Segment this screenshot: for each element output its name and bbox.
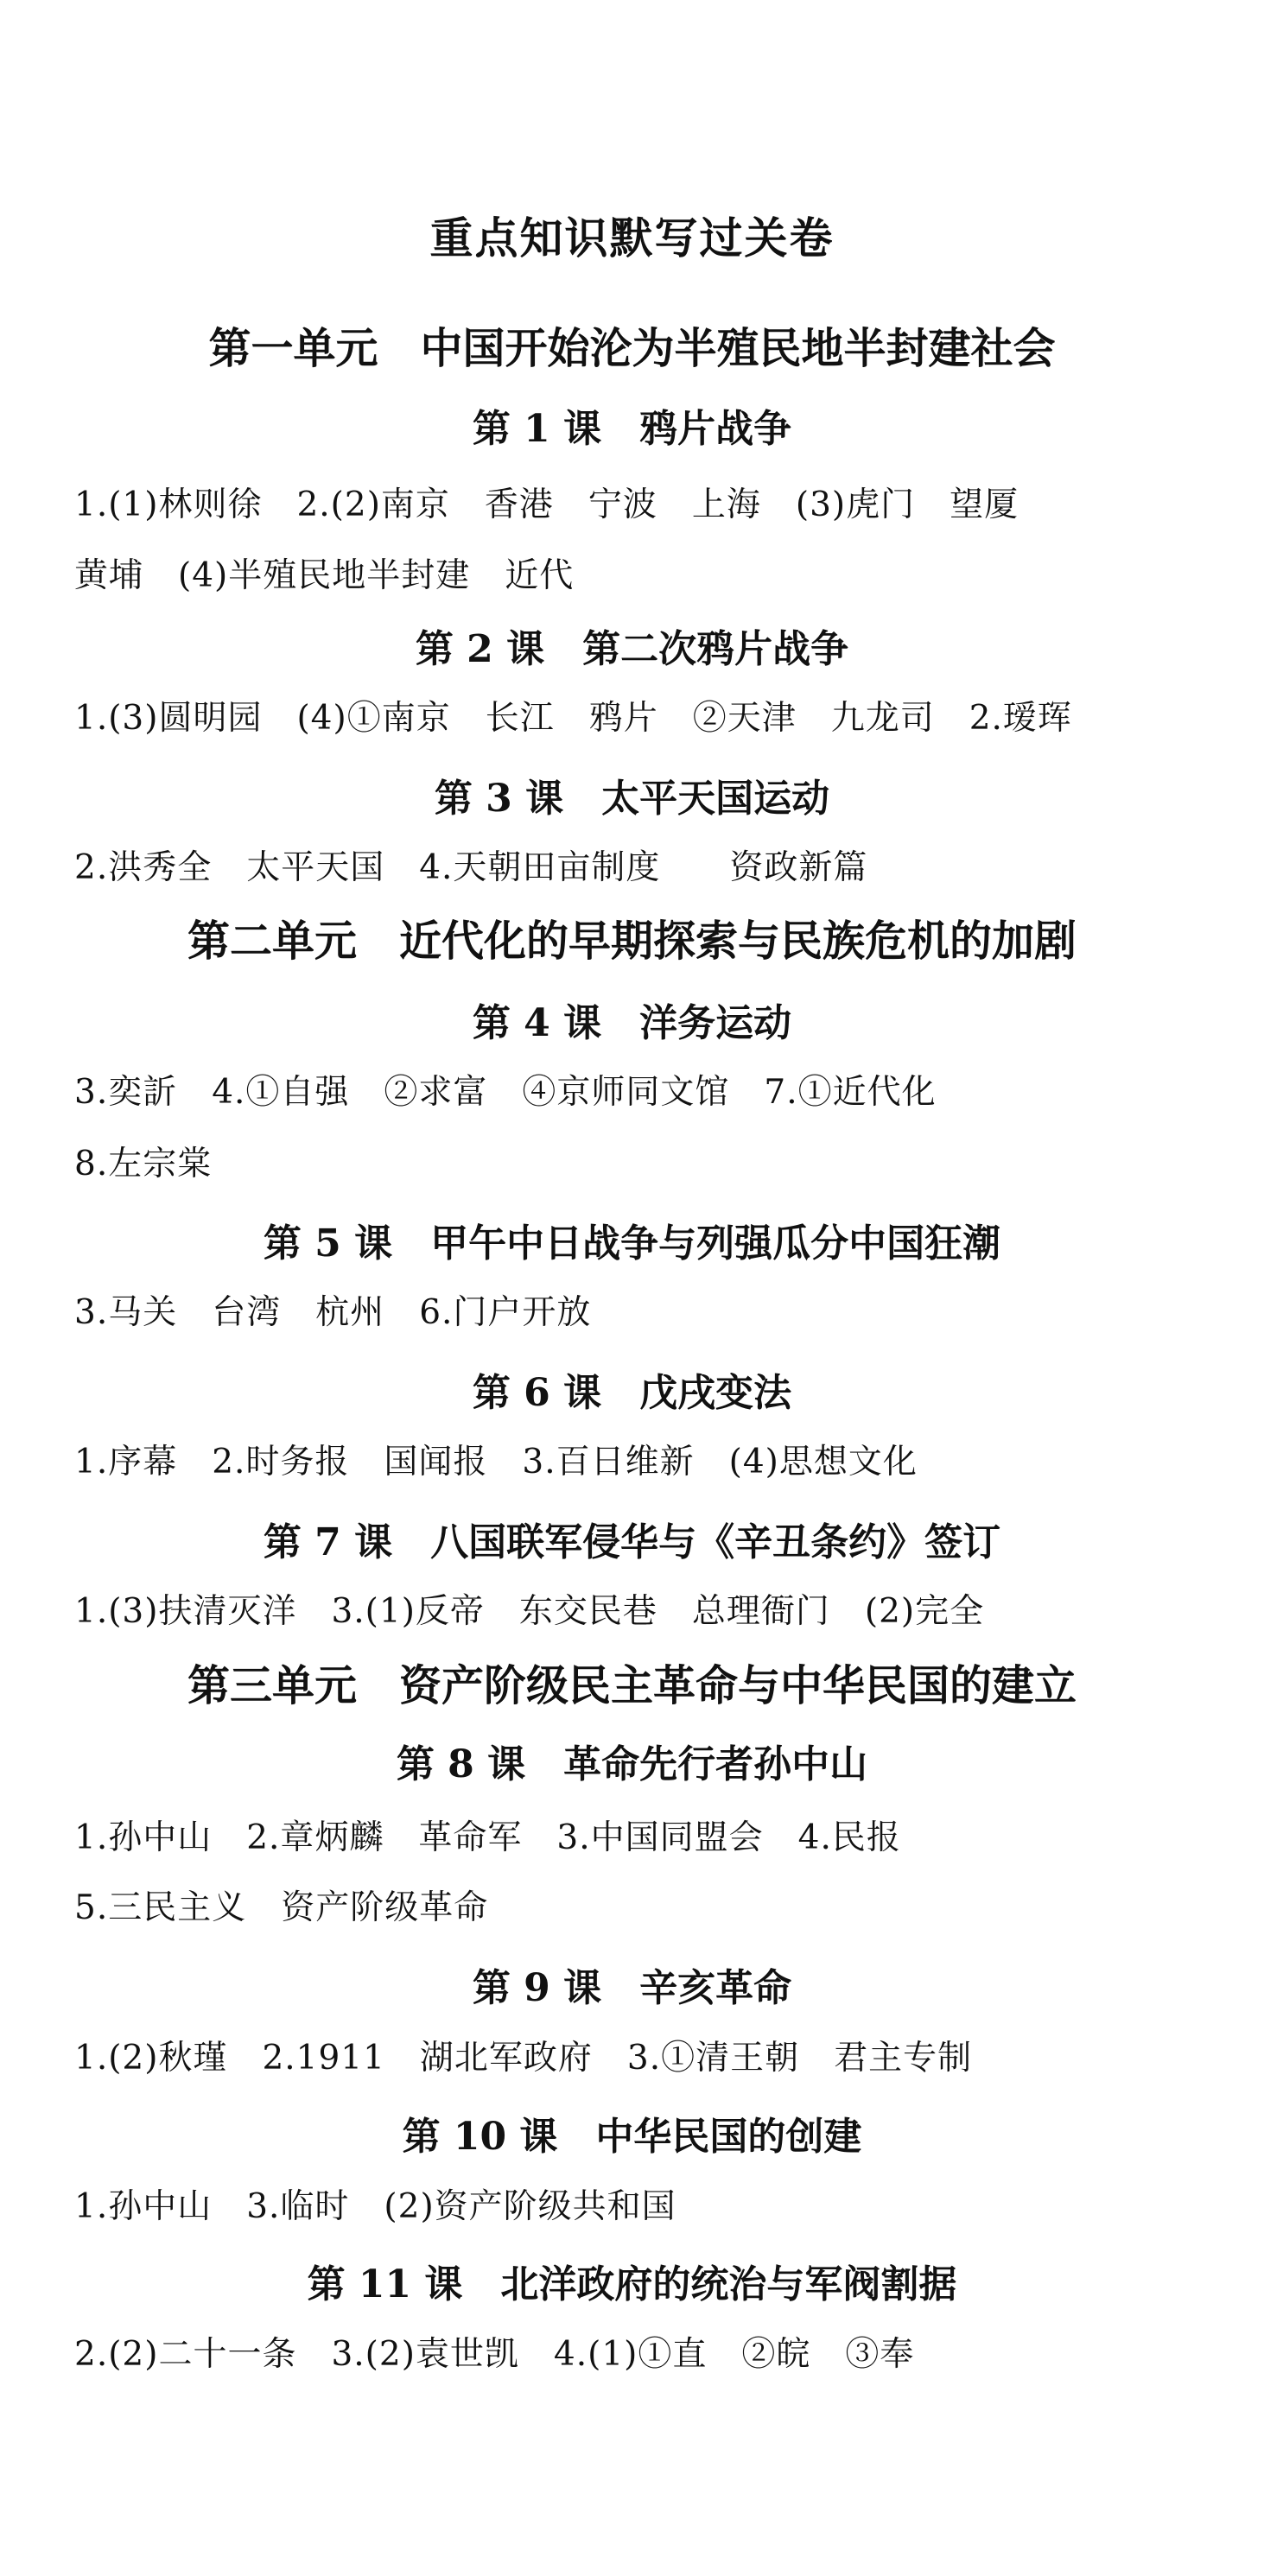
answer-line: 3.马关 台湾 杭州 6.门户开放 (74, 1293, 592, 1332)
lesson-title-1: 第 1 课 鸦片战争 (472, 407, 792, 451)
lesson-title-9: 第 9 课 辛亥革命 (472, 1966, 792, 2010)
answer-line: 1.孙中山 2.章炳麟 革命军 3.中国同盟会 4.民报 (74, 1818, 901, 1857)
answer-line: 1.(1)林则徐 2.(2)南京 香港 宁波 上海 (3)虎门 望厦 (74, 485, 1019, 524)
unit-title-1: 第一单元 中国开始沦为半殖民地半封建社会 (208, 324, 1056, 373)
answer-line: 3.奕訢 4.①自强 ②求富 ④京师同文馆 7.①近代化 (74, 1073, 937, 1112)
lesson-title-3: 第 3 课 太平天国运动 (434, 777, 830, 821)
page-title: 重点知识默写过关卷 (429, 213, 835, 263)
answer-line: 1.(3)圆明园 (4)①南京 长江 鸦片 ②天津 九龙司 2.瑷珲 (74, 699, 1072, 738)
lesson-title-8: 第 8 课 革命先行者孙中山 (396, 1742, 868, 1786)
answer-line: 2.洪秀全 太平天国 4.天朝田亩制度 资政新篇 (74, 848, 868, 887)
answer-line: 8.左宗棠 (74, 1145, 213, 1183)
lesson-title-10: 第 10 课 中华民国的创建 (402, 2115, 862, 2159)
unit-title-3: 第三单元 资产阶级民主革命与中华民国的建立 (187, 1661, 1077, 1710)
answer-line: 1.孙中山 3.临时 (2)资产阶级共和国 (74, 2187, 676, 2226)
lesson-title-11: 第 11 课 北洋政府的统治与军阀割据 (307, 2262, 957, 2306)
lesson-title-6: 第 6 课 戊戌变法 (472, 1371, 792, 1415)
answer-line: 1.序幕 2.时务报 国闻报 3.百日维新 (4)思想文化 (74, 1443, 918, 1482)
answer-line: 2.(2)二十一条 3.(2)袁世凯 4.(1)①直 ②皖 ③奉 (74, 2335, 915, 2374)
lesson-title-4: 第 4 课 洋务运动 (472, 1001, 792, 1045)
answer-line: 5.三民主义 资产阶级革命 (74, 1888, 489, 1927)
answer-line: 黄埔 (4)半殖民地半封建 近代 (74, 556, 575, 595)
answer-line: 1.(2)秋瑾 2.1911 湖北军政府 3.①清王朝 君主专制 (74, 2039, 973, 2078)
unit-title-2: 第二单元 近代化的早期探索与民族危机的加剧 (187, 917, 1077, 966)
lesson-title-5: 第 5 课 甲午中日战争与列强瓜分中国狂潮 (263, 1221, 1001, 1266)
lesson-title-7: 第 7 课 八国联军侵华与《辛丑条约》签订 (263, 1520, 1001, 1564)
answer-line: 1.(3)扶清灭洋 3.(1)反帝 东交民巷 总理衙门 (2)完全 (74, 1592, 985, 1631)
lesson-title-2: 第 2 课 第二次鸦片战争 (415, 627, 849, 671)
